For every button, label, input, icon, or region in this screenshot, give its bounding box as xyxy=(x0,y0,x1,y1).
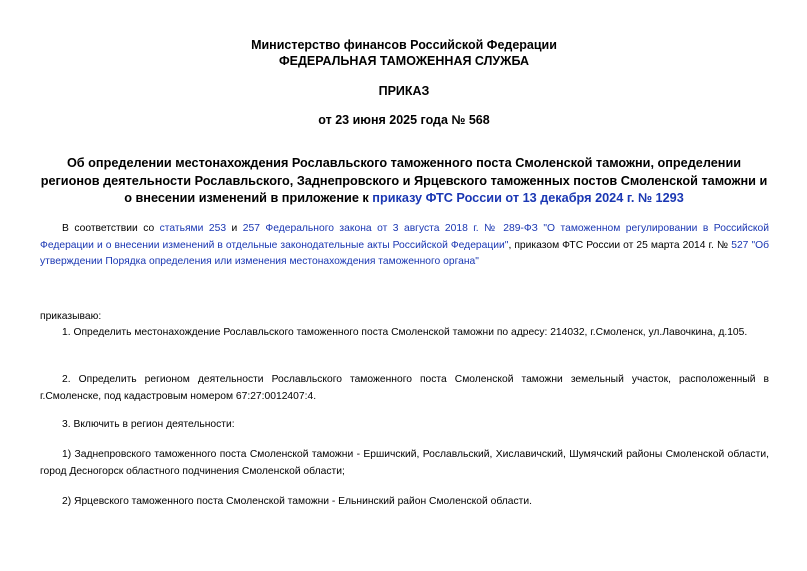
preamble-text-2: и xyxy=(226,223,243,234)
title-text: Об определении местонахождения Рославльского таможенного поста Смоленской таможни, определении регионов деятельности Рославльского, Заднепровского и Ярцевского таможенных постов Смоленской таможни и о внесении изменений в приложение к xyxy=(40,156,768,205)
service-name: ФЕДЕРАЛЬНАЯ ТАМОЖЕННАЯ СЛУЖБА xyxy=(278,54,530,68)
doc-date-number: от 23 июня 2025 года № 568 xyxy=(318,113,490,127)
preamble-text-3: , приказом ФТС России от 25 марта 2014 г. № xyxy=(508,239,732,251)
item-1: 1. Определить местонахождение Рославльского таможенного поста Смоленской таможни по адресу: 214032, г.Смоленск, ул.Лавочкина, д.105. xyxy=(62,327,748,338)
item-3: 3. Включить в регион деятельности: xyxy=(62,419,235,430)
document-title xyxy=(38,155,770,208)
title-link-order-1293[interactable]: приказу ФТС России от 13 декабря 2024 г. № 1293 xyxy=(372,191,684,205)
link-law-289fz[interactable]: 257 Федерального закона от 3 августа 2018 г. № 289-ФЗ "О таможенном регулировании в Российской Федерации и о внесении изменений в отдельные законодательные акты Российской Федерации" xyxy=(40,223,769,251)
preamble-paragraph xyxy=(40,221,769,271)
item-3-2: 2) Ярцевского таможенного поста Смоленской таможни - Ельнинский район Смоленской области. xyxy=(62,496,532,507)
link-order-527[interactable]: 527 "Об утверждении Порядка определения или изменения местонахождения таможенного органа" xyxy=(40,239,770,267)
preamble-text-1: В соответствии со xyxy=(62,223,160,234)
ministry-name: Министерство финансов Российской Федерации xyxy=(251,38,557,52)
item-2: 2. Определить регионом деятельности Рославльского таможенного поста Смоленской таможни земельный участок, расположенный в г.Смоленске, под кадастровым номером 67:27:0012407:4. xyxy=(40,374,769,402)
prikazyvayu-label: приказываю: xyxy=(40,311,102,322)
item-3-1: 1) Заднепровского таможенного поста Смоленской таможни - Ершичский, Рославльский, Хиславичский, Шумячский районы Смоленской области, город Десногорск областного подчинения Смоленской области; xyxy=(40,449,769,477)
doc-type: ПРИКАЗ xyxy=(378,84,430,98)
link-article-253[interactable]: статьями 253 xyxy=(159,223,227,234)
document-header xyxy=(40,37,768,69)
